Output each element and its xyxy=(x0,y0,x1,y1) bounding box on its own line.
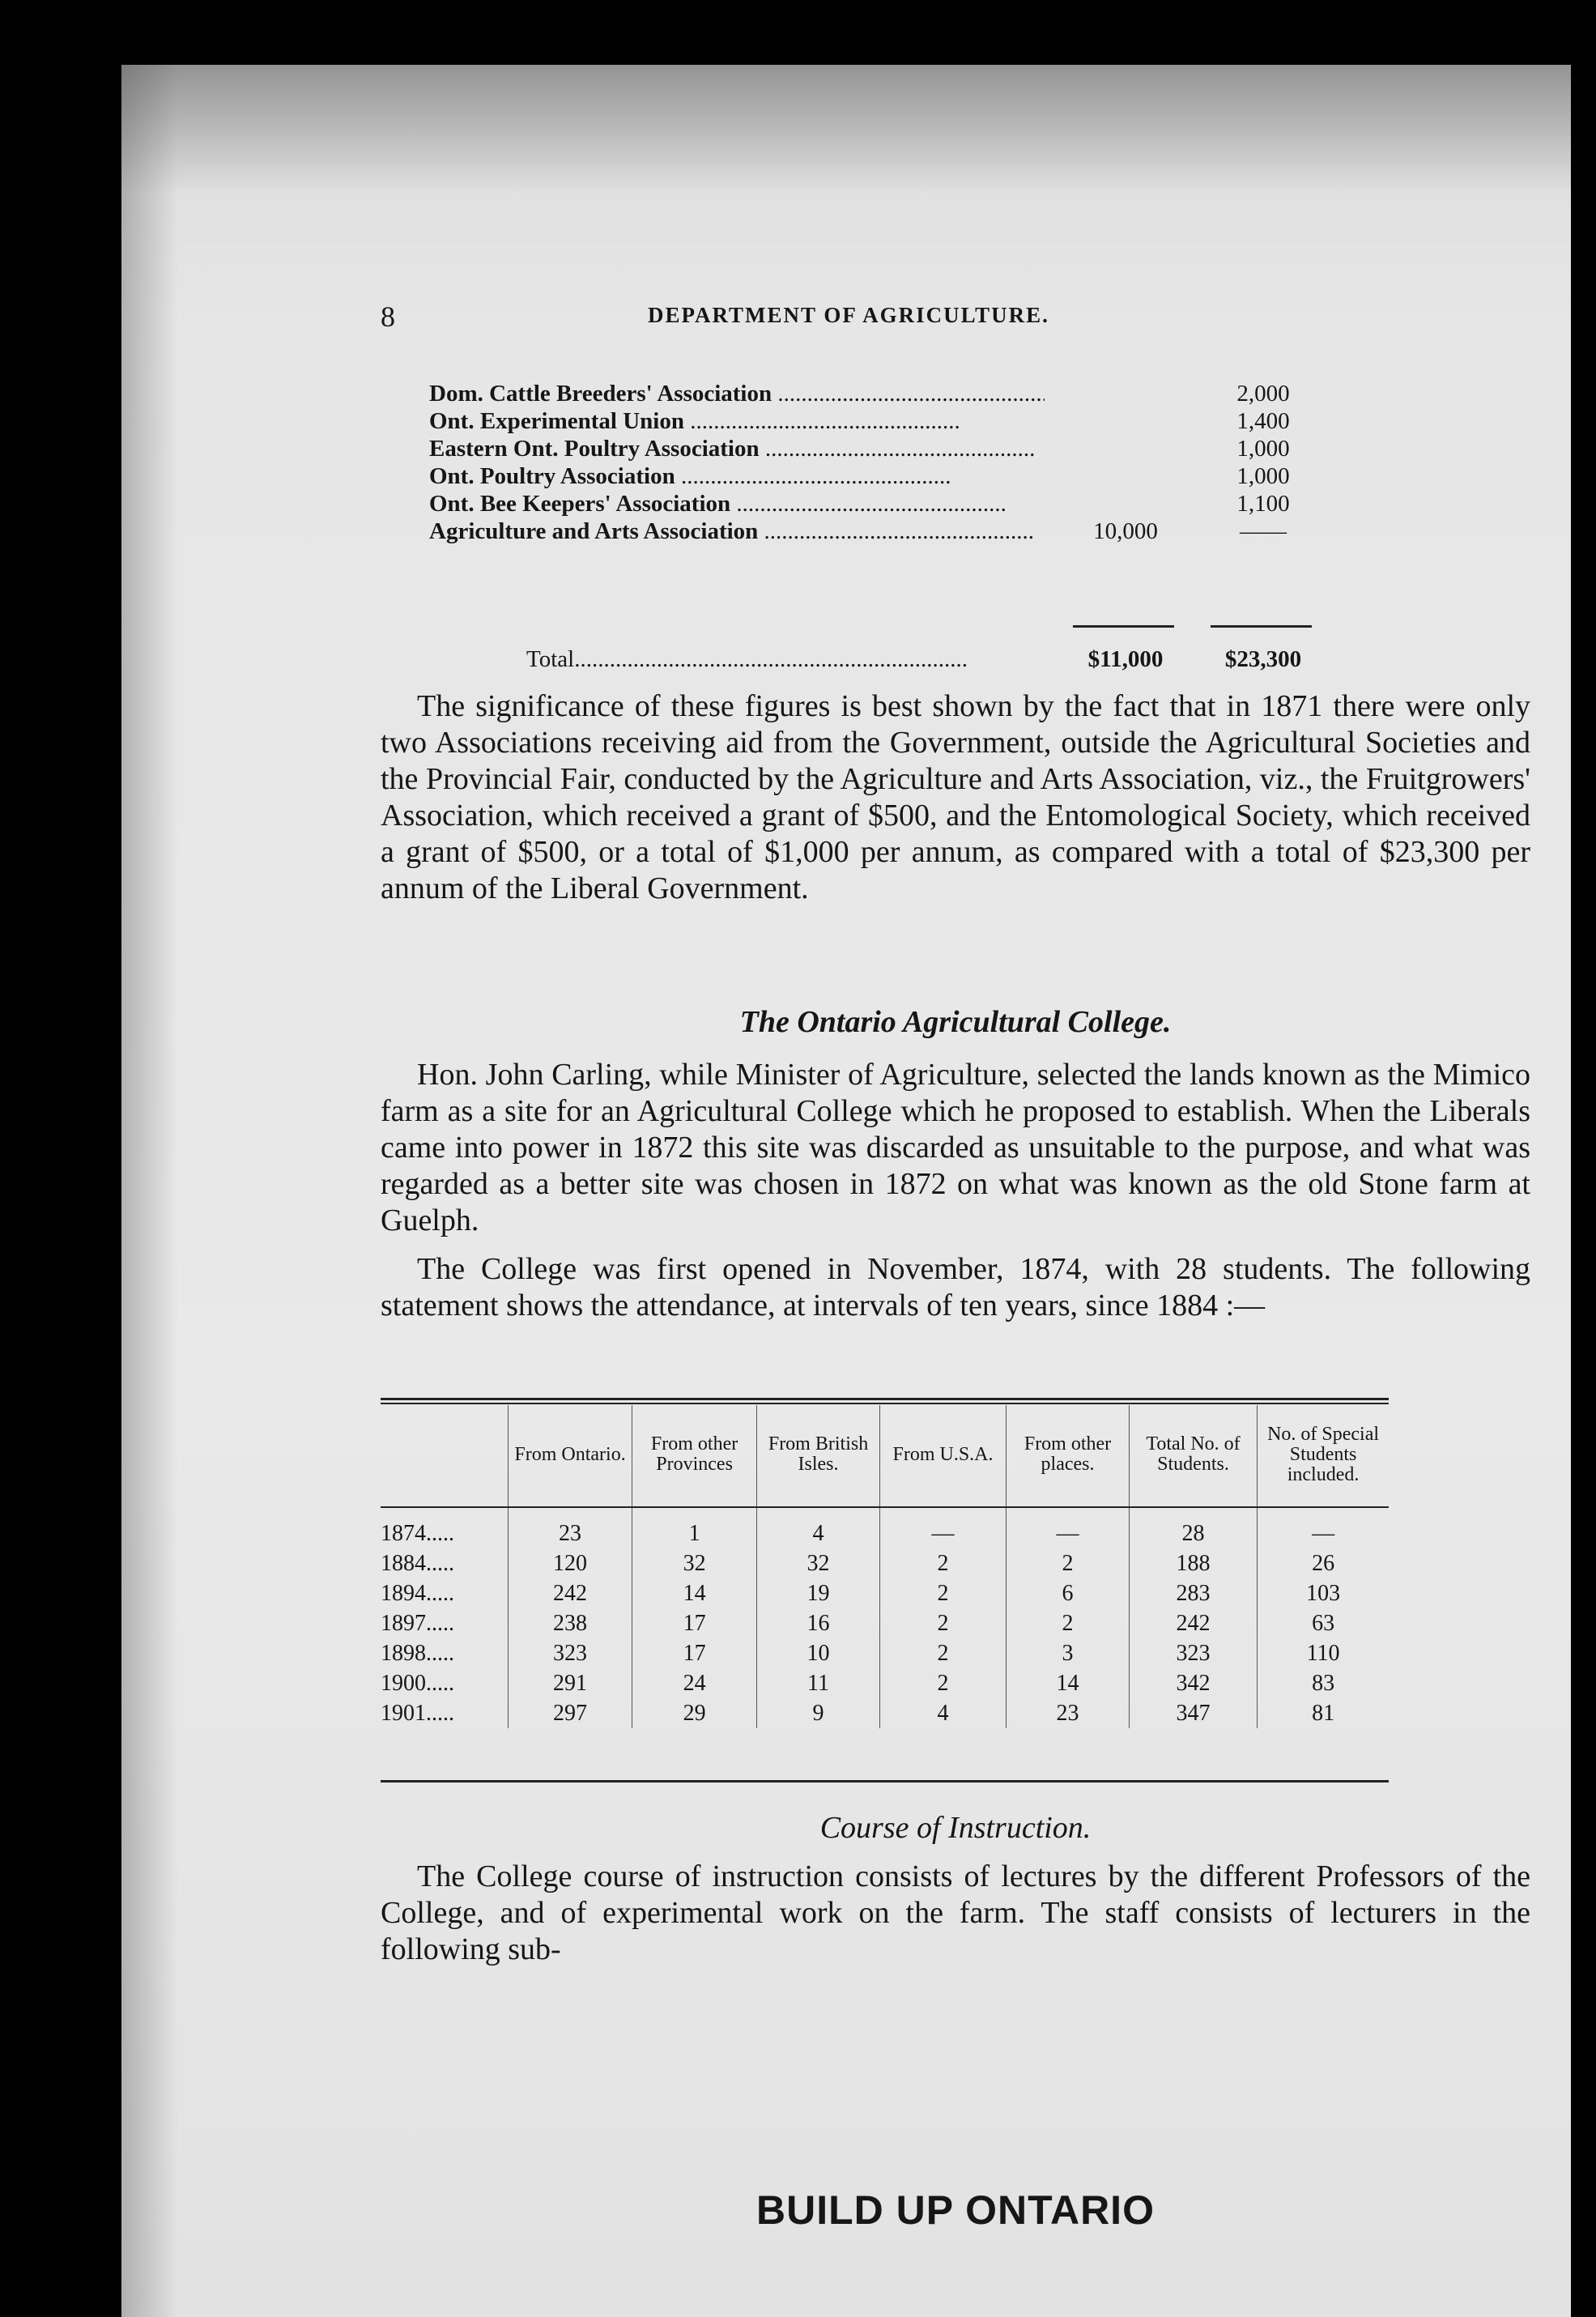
col-header-ontario: From Ontario. xyxy=(509,1405,632,1504)
cell-usa: — xyxy=(879,1518,1006,1548)
col-header-total: Total No. of Students. xyxy=(1129,1405,1257,1504)
cell-british: 11 xyxy=(757,1668,880,1698)
table-row xyxy=(381,1578,1389,1608)
cell-ontario: 120 xyxy=(509,1548,632,1578)
cell-total: 188 xyxy=(1129,1548,1257,1578)
running-title: DEPARTMENT OF AGRICULTURE. xyxy=(648,303,1049,327)
cell-total: 242 xyxy=(1129,1608,1257,1638)
cell-total: 28 xyxy=(1129,1518,1257,1548)
grant-name: Ont. Experimental Union ..... xyxy=(429,408,1045,435)
cell-ontario: 323 xyxy=(509,1638,632,1668)
cell-provinces: 29 xyxy=(632,1698,756,1728)
table-row xyxy=(381,1518,1389,1548)
paragraph-history: Hon. John Carling, while Minister of Agriculture, selected the lands known as the Mimico farm as a site for an Agricultural College which he proposed to establish. When the Liberals came into power in 1872 this site was discarded as unsuitable to the purpose, and what was regarded as a better site was chosen in 1872 on what was known as the old Stone farm at Guelph. xyxy=(381,1058,1530,1237)
cell-usa: 2 xyxy=(879,1608,1006,1638)
col-header-british: From British Isles. xyxy=(757,1405,880,1504)
grant-row xyxy=(429,518,1320,546)
cell-british: 32 xyxy=(757,1548,880,1578)
cell-ontario: 238 xyxy=(509,1608,632,1638)
cell-special: 63 xyxy=(1258,1608,1389,1638)
col-header-usa: From U.S.A. xyxy=(879,1405,1006,1504)
year-cell: 1894 ..... xyxy=(381,1578,509,1608)
cell-special: 103 xyxy=(1258,1578,1389,1608)
table-row xyxy=(381,1698,1389,1728)
grant-name: Ont. Bee Keepers' Association ..... xyxy=(429,491,1045,517)
section-heading-college: The Ontario Agricultural College. xyxy=(739,1005,1172,1039)
table-top-rule-2 xyxy=(381,1403,1389,1404)
grant-row xyxy=(429,436,1320,463)
table-row xyxy=(381,1668,1389,1698)
cell-provinces: 14 xyxy=(632,1578,756,1608)
cell-provinces: 17 xyxy=(632,1608,756,1638)
cell-usa: 2 xyxy=(879,1548,1006,1578)
total-row xyxy=(429,646,1320,679)
attendance-table xyxy=(381,1405,1389,1728)
cell-other: 14 xyxy=(1007,1668,1130,1698)
cell-provinces: 1 xyxy=(632,1518,756,1548)
footer-slogan: BUILD UP ONTARIO xyxy=(756,2187,1155,2233)
paragraph-course: The College course of instruction consists of lectures by the different Professors of the College, and of experimental work on the farm. The staff consists of lecturers in the following sub- xyxy=(381,1859,1530,1966)
scanned-page xyxy=(121,65,1571,2317)
cell-provinces: 32 xyxy=(632,1548,756,1578)
year-cell: 1874 ..... xyxy=(381,1518,509,1548)
cell-ontario: 297 xyxy=(509,1698,632,1728)
grants-list xyxy=(429,381,1320,546)
grant-1871: 10,000 xyxy=(1093,518,1158,544)
grant-liberal: 1,100 xyxy=(1236,491,1290,517)
cell-ontario: 23 xyxy=(509,1518,632,1548)
cell-british: 9 xyxy=(757,1698,880,1728)
table-row xyxy=(381,1638,1389,1668)
col-header-year xyxy=(381,1405,509,1504)
cell-other: 23 xyxy=(1007,1698,1130,1728)
table-header-row xyxy=(381,1405,1389,1504)
grant-name: Agriculture and Arts Association ..... xyxy=(429,518,1045,545)
cell-total: 323 xyxy=(1129,1638,1257,1668)
col-header-provinces: From other Provinces xyxy=(632,1405,756,1504)
table-bottom-rule xyxy=(381,1780,1389,1782)
col-header-other: From other places. xyxy=(1007,1405,1130,1504)
grant-row xyxy=(429,463,1320,491)
cell-ontario: 291 xyxy=(509,1668,632,1698)
grant-row xyxy=(429,408,1320,436)
cell-special: 81 xyxy=(1258,1698,1389,1728)
table-row xyxy=(381,1548,1389,1578)
grant-liberal: —— xyxy=(1240,518,1287,544)
cell-british: 4 xyxy=(757,1518,880,1548)
grant-row xyxy=(429,381,1320,408)
cell-usa: 2 xyxy=(879,1578,1006,1608)
cell-usa: 2 xyxy=(879,1668,1006,1698)
grant-name: Dom. Cattle Breeders' Association ..... xyxy=(429,381,1045,407)
cell-other: 6 xyxy=(1007,1578,1130,1608)
grant-name: Eastern Ont. Poultry Association ..... xyxy=(429,436,1045,462)
total-1871: $11,000 xyxy=(1087,646,1164,672)
cell-special: 26 xyxy=(1258,1548,1389,1578)
cell-british: 16 xyxy=(757,1608,880,1638)
cell-usa: 2 xyxy=(879,1638,1006,1668)
cell-special: 110 xyxy=(1258,1638,1389,1668)
cell-british: 19 xyxy=(757,1578,880,1608)
cell-british: 10 xyxy=(757,1638,880,1668)
cell-ontario: 242 xyxy=(509,1578,632,1608)
table-top-rule xyxy=(381,1398,1389,1400)
cell-other: 2 xyxy=(1007,1608,1130,1638)
year-cell: 1901 ..... xyxy=(381,1698,509,1728)
grant-liberal: 1,000 xyxy=(1236,436,1290,462)
total-liberal: $23,300 xyxy=(1224,646,1302,672)
cell-other: — xyxy=(1007,1518,1130,1548)
cell-special: 83 xyxy=(1258,1668,1389,1698)
paragraph-significance: The significance of these figures is best shown by the fact that in 1871 there were only two Associations receiving aid from the Government, outside the Agricultural Societies and the Provincial Fair, conducted by the Agriculture and Arts Association, viz., the Fruitgrowers' Association, which received a grant of $500, and the Entomological Society, which received a grant of $500, or a total of $1,000 per annum, as compared with a total of $23,300 per annum of the Liberal Government. xyxy=(381,689,1530,905)
cell-other: 3 xyxy=(1007,1638,1130,1668)
cell-usa: 4 xyxy=(879,1698,1006,1728)
page-number: 8 xyxy=(381,300,397,333)
grant-liberal: 1,400 xyxy=(1236,408,1290,434)
year-cell: 1897 ..... xyxy=(381,1608,509,1638)
table-header-rule xyxy=(381,1506,1389,1508)
cell-total: 347 xyxy=(1129,1698,1257,1728)
grant-liberal: 2,000 xyxy=(1236,381,1290,407)
cell-provinces: 17 xyxy=(632,1638,756,1668)
sum-rule-1 xyxy=(1073,625,1174,628)
grant-row xyxy=(429,491,1320,518)
cell-provinces: 24 xyxy=(632,1668,756,1698)
page-header xyxy=(381,292,1530,340)
cell-total: 342 xyxy=(1129,1668,1257,1698)
grant-liberal: 1,000 xyxy=(1236,463,1290,489)
year-cell: 1900 ..... xyxy=(381,1668,509,1698)
cell-other: 2 xyxy=(1007,1548,1130,1578)
paragraph-attendance-intro: The College was first opened in November, 1874, with 28 students. The following statement shows the attendance, at intervals of ten years, since 1884 :— xyxy=(381,1252,1530,1322)
total-label: Total ..... xyxy=(526,646,1053,673)
year-cell: 1898 ..... xyxy=(381,1638,509,1668)
col-header-special: No. of Special Students included. xyxy=(1258,1405,1389,1504)
year-cell: 1884 ..... xyxy=(381,1548,509,1578)
cell-total: 283 xyxy=(1129,1578,1257,1608)
grant-name: Ont. Poultry Association ..... xyxy=(429,463,1045,490)
table-row xyxy=(381,1608,1389,1638)
sum-rule-2 xyxy=(1211,625,1312,628)
cell-special: — xyxy=(1258,1518,1389,1548)
section-heading-course: Course of Instruction. xyxy=(819,1811,1092,1845)
